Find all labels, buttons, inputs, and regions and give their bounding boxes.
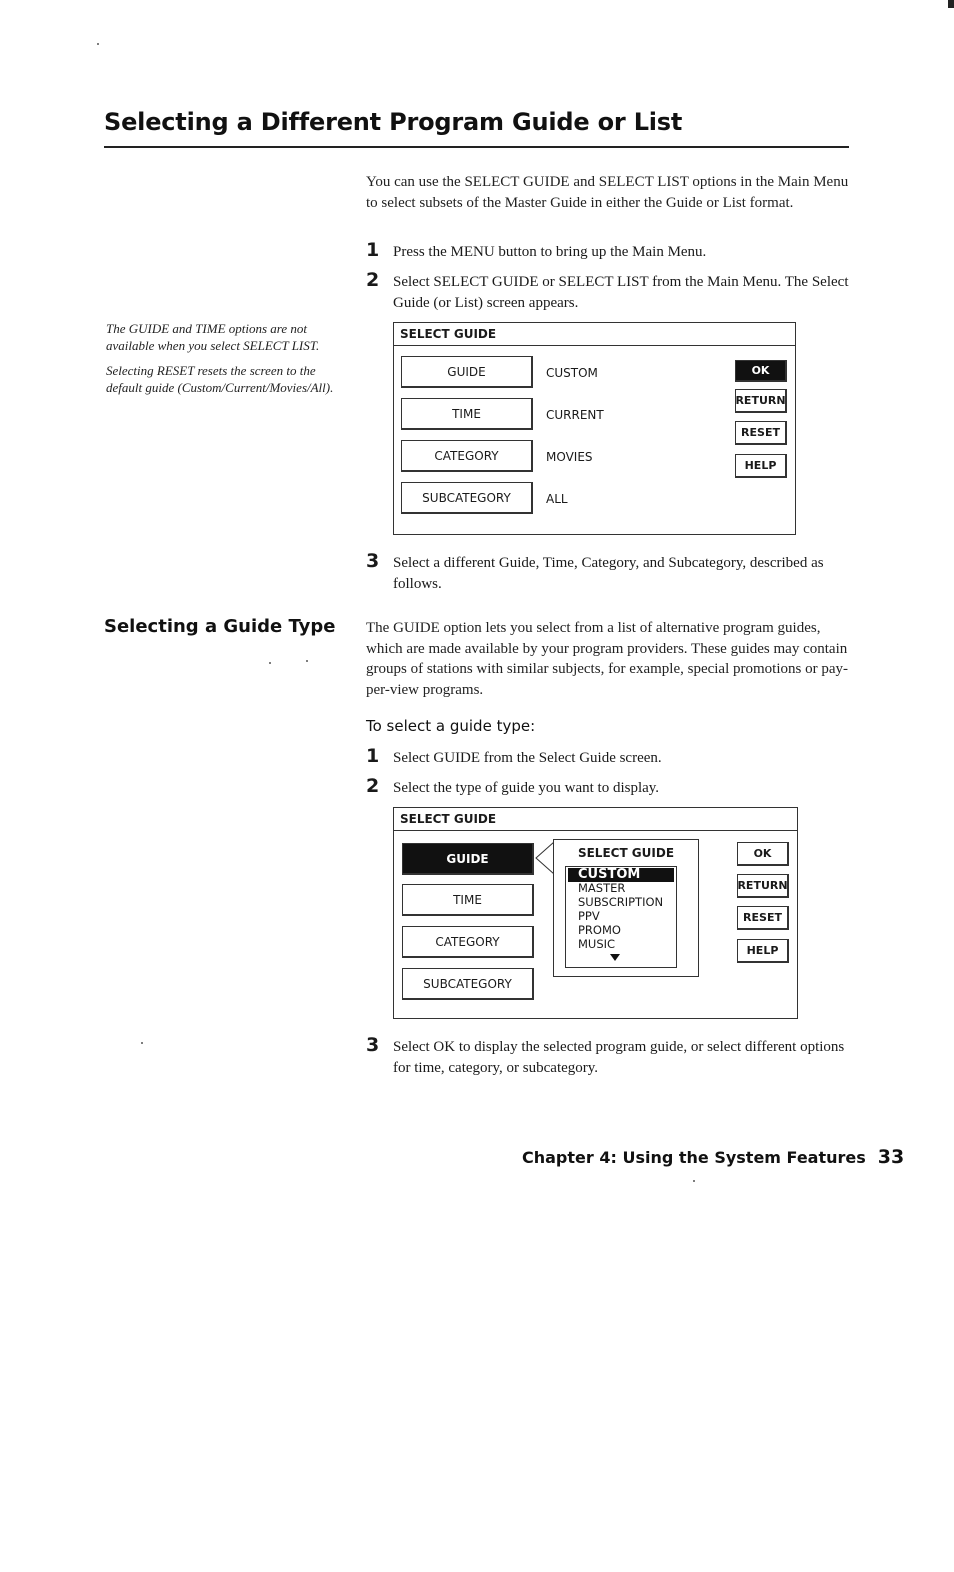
reset-button[interactable]: RESET xyxy=(735,421,787,445)
step-number: 3 xyxy=(366,1034,380,1056)
intro-paragraph: You can use the SELECT GUIDE and SELECT LIST options in the Main Menu to select subsets of the Master Guide in either the Guide or List format. xyxy=(366,174,849,211)
footer-chapter: Chapter 4: Using the System Features xyxy=(522,1148,866,1167)
step-text: Select the type of guide you want to display. xyxy=(393,780,660,796)
screen-header-rule xyxy=(394,345,795,346)
category-option-button[interactable]: CATEGORY xyxy=(402,926,534,958)
step-number: 3 xyxy=(366,550,380,572)
ok-button[interactable]: OK xyxy=(737,842,789,866)
guide-list-item[interactable]: PPV xyxy=(578,909,600,923)
page-number: 33 xyxy=(877,1146,905,1168)
step-number: 1 xyxy=(366,239,380,261)
guide-option-button[interactable]: GUIDE xyxy=(402,843,534,875)
screen-header: SELECT GUIDE xyxy=(400,327,497,341)
step-text: Select OK to display the selected program guide, or select different options for time, category, or subcategory. xyxy=(393,1039,845,1076)
step-number: 1 xyxy=(366,745,380,767)
reset-button[interactable]: RESET xyxy=(737,906,789,930)
screen-header-rule xyxy=(394,830,797,831)
step-number: 2 xyxy=(366,775,380,797)
subcategory-option-button[interactable]: SUBCATEGORY xyxy=(402,968,534,1000)
step-text: Select SELECT GUIDE or SELECT LIST from the Main Menu. The Select Guide (or List) screen appears. xyxy=(393,274,849,311)
scan-speck xyxy=(693,1180,695,1182)
step-number: 2 xyxy=(366,269,380,291)
return-button[interactable]: RETURN xyxy=(735,389,787,413)
guide-type-list[interactable] xyxy=(565,866,677,968)
ok-button[interactable]: OK xyxy=(735,360,787,382)
guide-list-item-selected[interactable]: CUSTOM xyxy=(568,868,674,882)
select-guide-screen-2 xyxy=(393,807,798,1019)
subcategory-option-button[interactable]: SUBCATEGORY xyxy=(401,482,533,514)
sidenote-guide-time: The GUIDE and TIME options are not available when you select SELECT LIST. xyxy=(106,321,320,353)
guide-list-item[interactable]: SUBSCRIPTION xyxy=(578,895,664,909)
subcategory-option-value: ALL xyxy=(546,492,568,506)
step-text: Select a different Guide, Time, Category, and Subcategory, described as follows. xyxy=(393,555,824,592)
help-button[interactable]: HELP xyxy=(735,454,787,478)
scan-speck xyxy=(306,660,308,662)
scan-speck xyxy=(141,1042,143,1044)
help-button[interactable]: HELP xyxy=(737,939,789,963)
guide-list-item[interactable]: MASTER xyxy=(578,881,626,895)
guide-option-button[interactable]: GUIDE xyxy=(401,356,533,388)
down-arrow-icon[interactable] xyxy=(610,954,620,962)
procedure-subheading: To select a guide type: xyxy=(366,717,536,735)
time-option-button[interactable]: TIME xyxy=(401,398,533,430)
section-title: Selecting a Guide Type xyxy=(104,616,336,637)
guide-type-popup xyxy=(553,839,699,977)
scan-speck xyxy=(97,43,99,45)
time-option-value: CURRENT xyxy=(546,408,604,422)
sidenote-reset: Selecting RESET resets the screen to the default guide (Custom/Current/Movies/All). xyxy=(106,363,334,395)
page-title: Selecting a Different Program Guide or List xyxy=(104,108,683,136)
title-rule xyxy=(104,146,849,148)
guide-list-item[interactable]: PROMO xyxy=(578,923,621,937)
scan-speck xyxy=(269,662,271,664)
step-text: Select GUIDE from the Select Guide screen. xyxy=(393,750,662,766)
guide-option-value: CUSTOM xyxy=(546,366,598,380)
time-option-button[interactable]: TIME xyxy=(402,884,534,916)
section-paragraph: The GUIDE option lets you select from a list of alternative program guides, which are made available by your program providers. These guides may contain groups of stations with similar subjects, for example, special promotions or pay-per-view programs. xyxy=(366,620,848,698)
guide-list-item[interactable]: MUSIC xyxy=(578,937,616,951)
popup-title: SELECT GUIDE xyxy=(577,846,675,860)
screen-header: SELECT GUIDE xyxy=(400,812,497,826)
return-button[interactable]: RETURN xyxy=(737,874,789,898)
category-option-button[interactable]: CATEGORY xyxy=(401,440,533,472)
category-option-value: MOVIES xyxy=(546,450,593,464)
page-footer xyxy=(522,1146,904,1168)
step-text: Press the MENU button to bring up the Main Menu. xyxy=(393,244,707,260)
select-guide-screen-1 xyxy=(393,322,796,535)
page-corner-mark xyxy=(948,0,954,8)
